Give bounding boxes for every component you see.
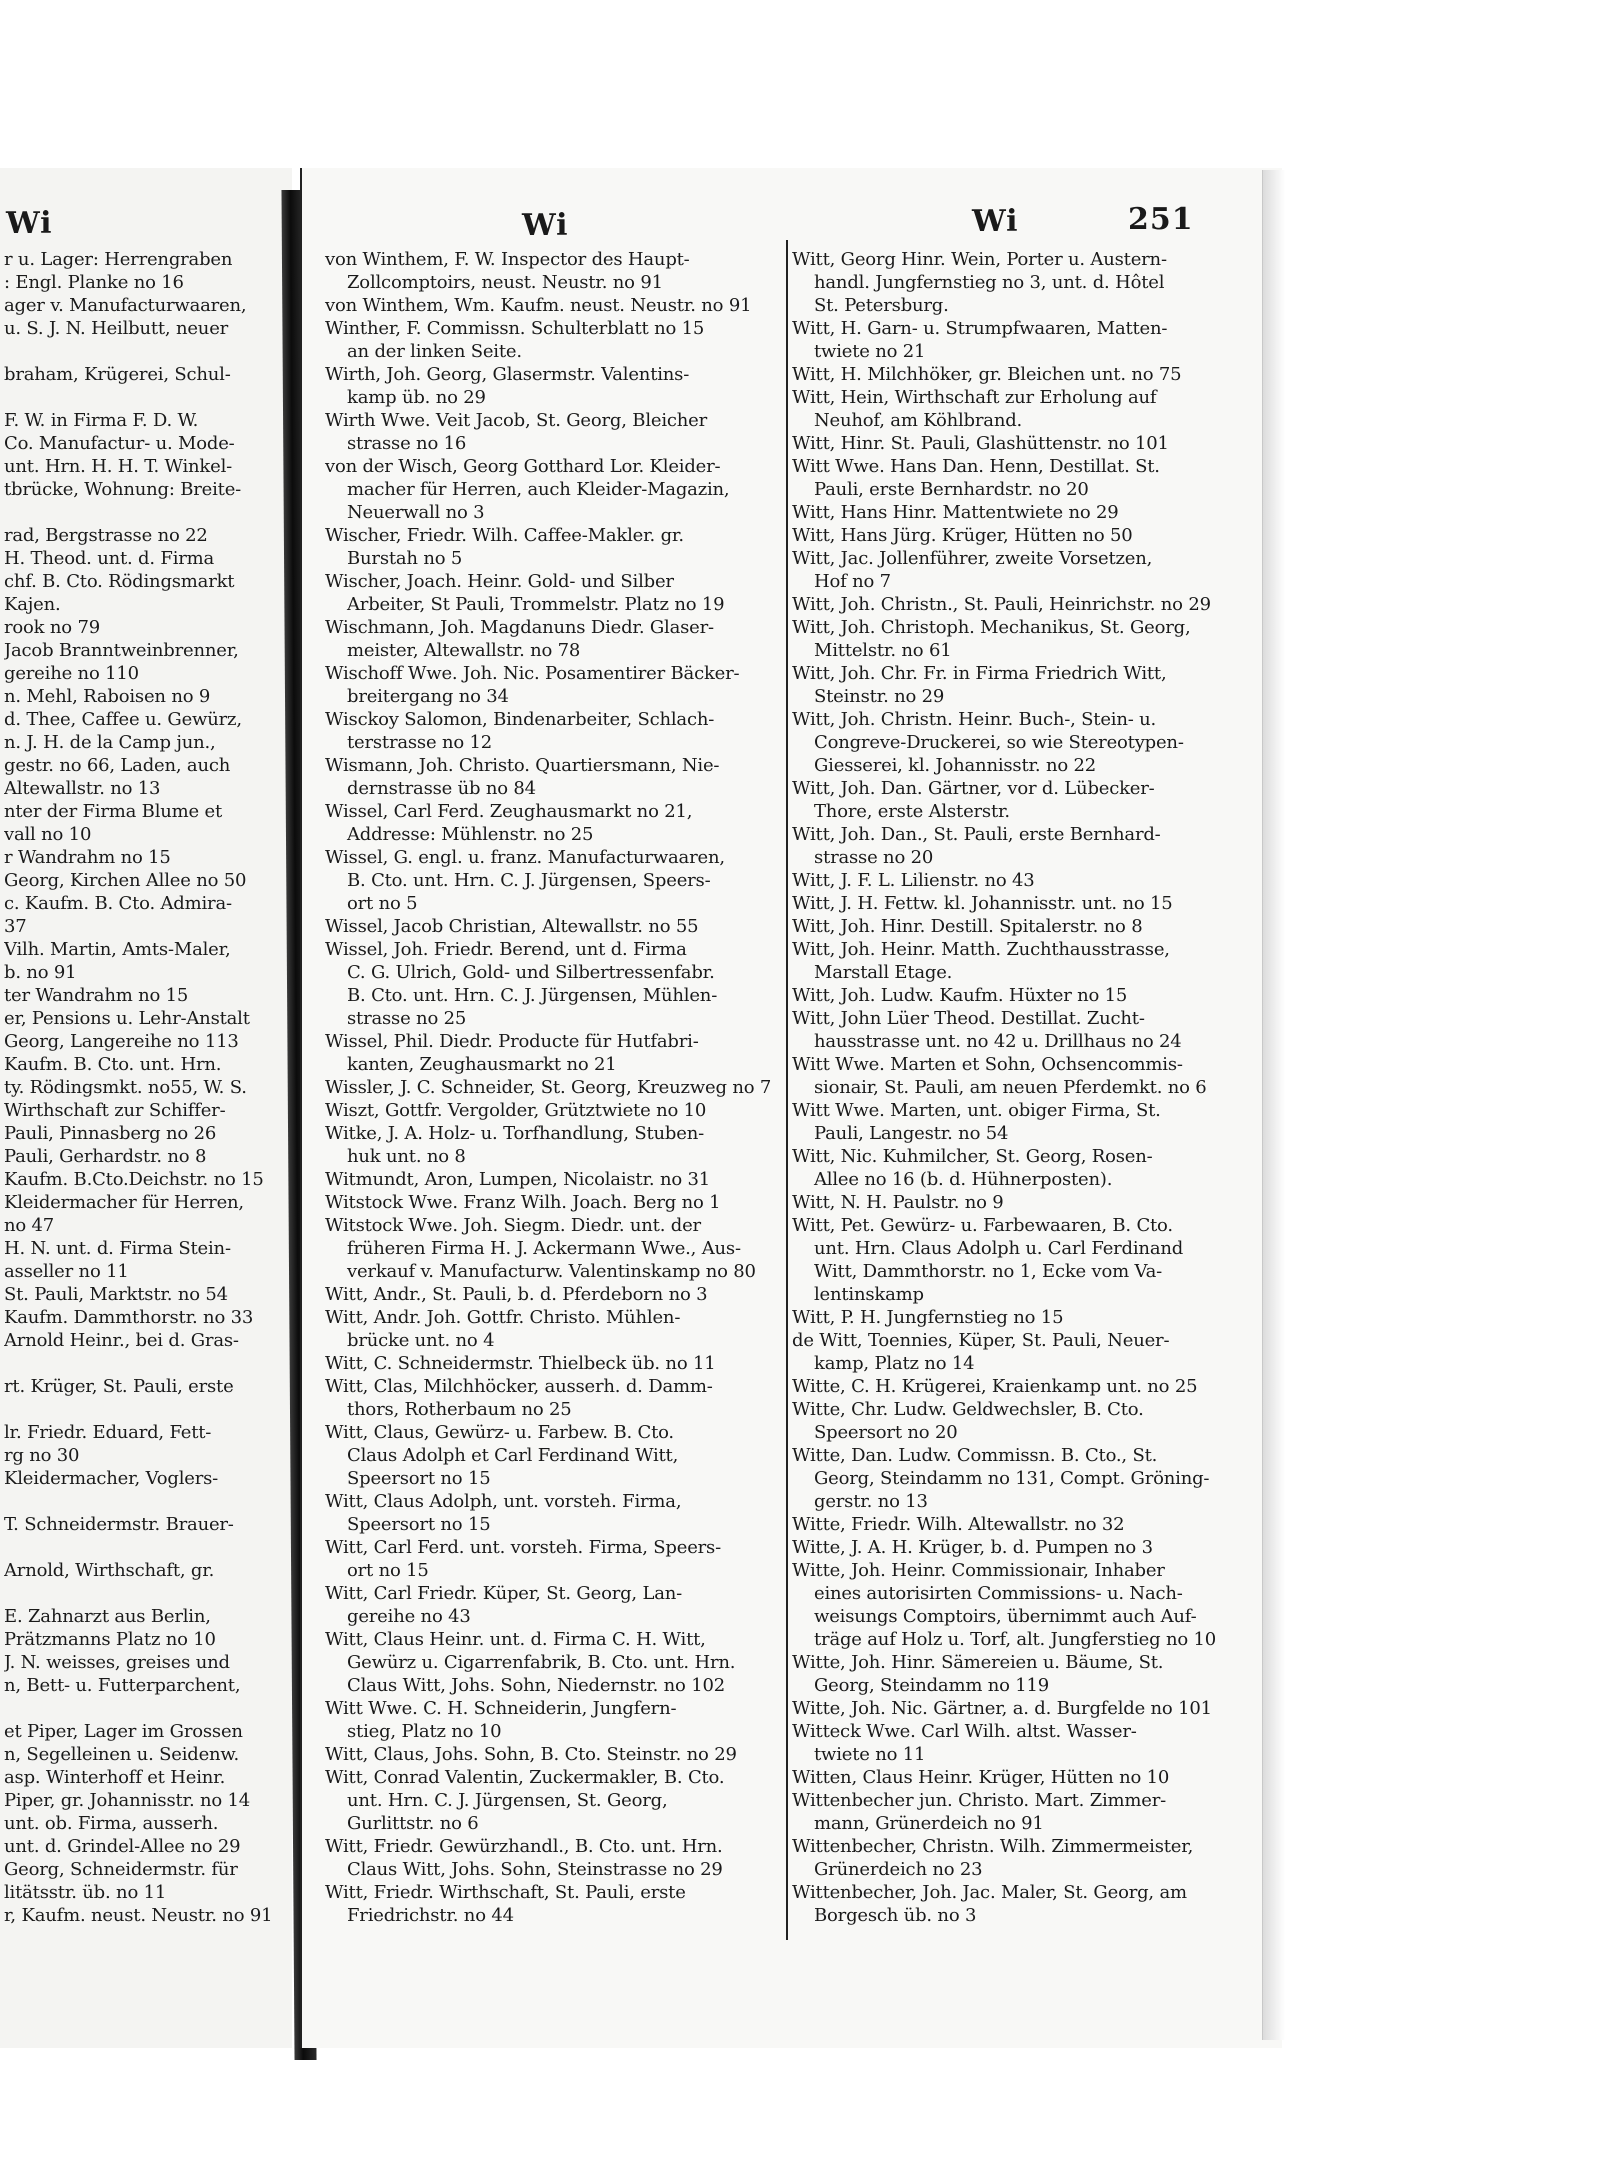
entry-line: früheren Firma H. J. Ackermann Wwe., Aus-: [347, 1238, 741, 1259]
entry-line: Marstall Etage.: [814, 962, 953, 983]
entry-line: tbrücke, Wohnung: Breite-: [4, 479, 242, 500]
entry-line: Wirth Wwe. Veit Jacob, St. Georg, Bleicher: [325, 410, 708, 431]
entry-line: dernstrasse üb no 84: [347, 778, 536, 799]
entry-line: Addresse: Mühlenstr. no 25: [347, 824, 594, 845]
entry-line: hausstrasse unt. no 42 u. Drillhaus no 24: [814, 1031, 1182, 1052]
entry-line: unt. Hrn. C. J. Jürgensen, St. Georg,: [347, 1790, 668, 1811]
entry-line: Wittenbecher, Joh. Jac. Maler, St. Georg, am: [792, 1882, 1187, 1903]
entry-line: Steinstr. no 29: [814, 686, 945, 707]
middle-column: [325, 248, 787, 1927]
entry-line: twiete no 11: [814, 1744, 926, 1765]
entry-line: Witt, Joh. Ludw. Kaufm. Hüxter no 15: [792, 985, 1128, 1006]
entry-line: strasse no 16: [347, 433, 467, 454]
entry-line: H. N. unt. d. Firma Stein-: [4, 1238, 231, 1259]
entry-line: Arbeiter, St Pauli, Trommelstr. Platz no 19: [347, 594, 725, 615]
entry-line: an der linken Seite.: [347, 341, 522, 362]
entry-line: er, Pensions u. Lehr-Anstalt: [4, 1008, 250, 1029]
entry-line: r, Kaufm. neust. Neustr. no 91: [4, 1905, 273, 1926]
entry-line: [4, 1490, 290, 1513]
entry-line: Witt, Claus, Gewürz- u. Farbew. B. Cto.: [325, 1422, 674, 1443]
entry-line: Witt, Clas, Milchhöcker, ausserh. d. Damm-: [325, 1376, 713, 1397]
entry-line: kamp üb. no 29: [347, 387, 486, 408]
entry-line: breitergang no 34: [347, 686, 509, 707]
entry-line: Wirth, Joh. Georg, Glasermstr. Valentins-: [325, 364, 690, 385]
entry-line: Wissler, J. C. Schneider, St. Georg, Kreuzweg no 7: [325, 1077, 772, 1098]
entry-line: : Engl. Planke no 16: [4, 272, 184, 293]
entry-line: Wissel, Jacob Christian, Altewallstr. no 55: [325, 916, 699, 937]
entry-line: Witt, J. F. L. Lilienstr. no 43: [792, 870, 1035, 891]
entry-line: Hof no 7: [814, 571, 891, 592]
entry-line: terstrasse no 12: [347, 732, 493, 753]
entry-line: Witt, P. H. Jungfernstieg no 15: [792, 1307, 1064, 1328]
entry-line: ort no 15: [347, 1560, 429, 1581]
entry-line: mann, Grünerdeich no 91: [814, 1813, 1044, 1834]
entry-line: gestr. no 66, Laden, auch: [4, 755, 231, 776]
entry-line: Wissel, Carl Ferd. Zeughausmarkt no 21,: [325, 801, 693, 822]
entry-line: Witt, Hinr. St. Pauli, Glashüttenstr. no 101: [792, 433, 1169, 454]
entry-line: sionair, St. Pauli, am neuen Pferdemkt. no 6: [814, 1077, 1207, 1098]
entry-line: Borgesch üb. no 3: [814, 1905, 977, 1926]
entry-line: Witte, Friedr. Wilh. Altewallstr. no 32: [792, 1514, 1125, 1535]
entry-line: Georg, Langereihe no 113: [4, 1031, 239, 1052]
entry-line: Wissel, G. engl. u. franz. Manufacturwaaren,: [325, 847, 725, 868]
entry-line: Jacob Branntweinbrenner,: [4, 640, 239, 661]
page-number: 251: [1128, 202, 1194, 237]
entry-line: von Winthem, F. W. Inspector des Haupt-: [325, 249, 690, 270]
entry-line: Arnold Heinr., bei d. Gras-: [4, 1330, 239, 1351]
entry-line: thors, Rotherbaum no 25: [347, 1399, 572, 1420]
entry-line: Kaufm. B.Cto.Deichstr. no 15: [4, 1169, 264, 1190]
entry-line: n, Segelleinen u. Seidenw.: [4, 1744, 240, 1765]
entry-line: [4, 386, 290, 409]
entry-line: 37: [4, 916, 27, 937]
entry-line: Arnold, Wirthschaft, gr.: [4, 1560, 215, 1581]
entry-line: Witt, Conrad Valentin, Zuckermakler, B. Cto.: [325, 1767, 725, 1788]
entry-line: strasse no 20: [814, 847, 934, 868]
entry-line: Kleidermacher, Voglers-: [4, 1468, 219, 1489]
entry-line: Witt Wwe. Marten, unt. obiger Firma, St.: [792, 1100, 1161, 1121]
entry-line: r u. Lager: Herrengraben: [4, 249, 233, 270]
entry-line: Kaufm. B. Cto. unt. Hrn.: [4, 1054, 222, 1075]
entry-line: Georg, Steindamm no 119: [814, 1675, 1050, 1696]
entry-line: Kaufm. Dammthorstr. no 33: [4, 1307, 254, 1328]
entry-line: Witt Wwe. Hans Dan. Henn, Destillat. St.: [792, 456, 1160, 477]
entry-line: Grünerdeich no 23: [814, 1859, 983, 1880]
entry-line: Thore, erste Alsterstr.: [814, 801, 1010, 822]
entry-line: F. W. in Firma F. D. W.: [4, 410, 199, 431]
entry-line: Wittenbecher, Christn. Wilh. Zimmermeister,: [792, 1836, 1194, 1857]
entry-line: Witteck Wwe. Carl Wilh. altst. Wasser-: [792, 1721, 1137, 1742]
entry-line: Georg, Kirchen Allee no 50: [4, 870, 247, 891]
entry-line: vall no 10: [4, 824, 92, 845]
entry-line: Witstock Wwe. Joh. Siegm. Diedr. unt. der: [325, 1215, 701, 1236]
entry-line: Speersort no 20: [814, 1422, 958, 1443]
entry-line: strasse no 25: [347, 1008, 467, 1029]
entry-line: eines autorisirten Commissions- u. Nach-: [814, 1583, 1183, 1604]
entry-line: Winther, F. Commissn. Schulterblatt no 15: [325, 318, 705, 339]
entry-line: Allee no 16 (b. d. Hühnerposten).: [814, 1169, 1113, 1190]
entry-line: Witt Wwe. Marten et Sohn, Ochsencommis-: [792, 1054, 1183, 1075]
entry-line: Witt, Claus, Johs. Sohn, B. Cto. Steinstr. no 29: [325, 1744, 737, 1765]
entry-line: rg no 30: [4, 1445, 80, 1466]
entry-line: Pauli, Gerhardstr. no 8: [4, 1146, 207, 1167]
entry-line: Witte, Dan. Ludw. Commissn. B. Cto., St.: [792, 1445, 1158, 1466]
entry-line: Wirthschaft zur Schiffer-: [4, 1100, 226, 1121]
entry-line: C. G. Ulrich, Gold- und Silbertressenfabr.: [347, 962, 715, 983]
entry-line: Vilh. Martin, Amts-Maler,: [4, 939, 231, 960]
entry-line: twiete no 21: [814, 341, 926, 362]
entry-line: Witt, Joh. Chr. Fr. in Firma Friedrich Witt,: [792, 663, 1167, 684]
entry-line: [4, 1536, 290, 1559]
entry-line: Claus Witt, Johs. Sohn, Steinstrasse no 29: [347, 1859, 723, 1880]
entry-line: Witt, Joh. Christn. Heinr. Buch-, Stein- u.: [792, 709, 1157, 730]
entry-line: Witt, Claus Heinr. unt. d. Firma C. H. Witt,: [325, 1629, 706, 1650]
entry-line: Pauli, Pinnasberg no 26: [4, 1123, 217, 1144]
entry-line: Witte, J. A. H. Krüger, b. d. Pumpen no 3: [792, 1537, 1153, 1558]
entry-line: Witt, Joh. Dan. Gärtner, vor d. Lübecker-: [792, 778, 1155, 799]
entry-line: Witt, C. Schneidermstr. Thielbeck üb. no 11: [325, 1353, 716, 1374]
entry-line: [4, 501, 290, 524]
entry-line: n. J. H. de la Camp jun.,: [4, 732, 216, 753]
left-page-column: [4, 248, 290, 1927]
entry-line: lr. Friedr. Eduard, Fett-: [4, 1422, 212, 1443]
entry-line: Wissel, Phil. Diedr. Producte für Hutfabri-: [325, 1031, 699, 1052]
entry-line: Witt, Jac. Jollenführer, zweite Vorsetzen,: [792, 548, 1153, 569]
entry-line: Witt, Dammthorstr. no 1, Ecke vom Va-: [814, 1261, 1163, 1282]
entry-line: Mittelstr. no 61: [814, 640, 952, 661]
entry-line: Witt Wwe. C. H. Schneiderin, Jungfern-: [325, 1698, 677, 1719]
entry-line: Witt, Andr., St. Pauli, b. d. Pferdeborn no 3: [325, 1284, 708, 1305]
entry-line: Friedrichstr. no 44: [347, 1905, 514, 1926]
entry-line: [4, 1582, 290, 1605]
entry-line: Witt, Nic. Kuhmilcher, St. Georg, Rosen-: [792, 1146, 1153, 1167]
entry-line: Witte, Chr. Ludw. Geldwechsler, B. Cto.: [792, 1399, 1144, 1420]
entry-line: Witstock Wwe. Franz Wilh. Joach. Berg no 1: [325, 1192, 721, 1213]
entry-line: b. no 91: [4, 962, 77, 983]
entry-line: von der Wisch, Georg Gotthard Lor. Kleider-: [325, 456, 721, 477]
entry-line: B. Cto. unt. Hrn. C. J. Jürgensen, Speers-: [347, 870, 711, 891]
entry-line: [4, 340, 290, 363]
entry-line: asseller no 11: [4, 1261, 129, 1282]
entry-line: de Witt, Toennies, Küper, St. Pauli, Neuer-: [792, 1330, 1170, 1351]
entry-line: B. Cto. unt. Hrn. C. J. Jürgensen, Mühlen-: [347, 985, 718, 1006]
entry-line: ort no 5: [347, 893, 418, 914]
entry-line: Claus Adolph et Carl Ferdinand Witt,: [347, 1445, 679, 1466]
entry-line: Witt, Georg Hinr. Wein, Porter u. Austern-: [792, 249, 1167, 270]
entry-line: unt. d. Grindel-Allee no 29: [4, 1836, 241, 1857]
entry-line: rook no 79: [4, 617, 100, 638]
left-running-head: Wi: [6, 206, 53, 241]
entry-line: ty. Rödingsmkt. no55, W. S.: [4, 1077, 247, 1098]
entry-line: r Wandrahm no 15: [4, 847, 171, 868]
entry-line: gereihe no 43: [347, 1606, 471, 1627]
entry-line: Burstah no 5: [347, 548, 463, 569]
entry-line: Congreve-Druckerei, so wie Stereotypen-: [814, 732, 1184, 753]
entry-line: Witten, Claus Heinr. Krüger, Hütten no 10: [792, 1767, 1170, 1788]
entry-line: Witt, H. Garn- u. Strumpfwaaren, Matten-: [792, 318, 1168, 339]
entry-line: Witke, J. A. Holz- u. Torfhandlung, Stuben-: [325, 1123, 704, 1144]
entry-line: meister, Altewallstr. no 78: [347, 640, 581, 661]
entry-line: Witt, N. H. Paulstr. no 9: [792, 1192, 1004, 1213]
entry-line: Zollcomptoirs, neust. Neustr. no 91: [347, 272, 663, 293]
entry-line: Pauli, erste Bernhardstr. no 20: [814, 479, 1089, 500]
entry-line: [4, 1697, 290, 1720]
entry-line: nter der Firma Blume et: [4, 801, 222, 822]
entry-line: asp. Winterhoff et Heinr.: [4, 1767, 226, 1788]
entry-line: T. Schneidermstr. Brauer-: [4, 1514, 234, 1535]
entry-line: Witte, Joh. Nic. Gärtner, a. d. Burgfelde no 101: [792, 1698, 1212, 1719]
entry-line: Witt, Joh. Christn., St. Pauli, Heinrichstr. no 29: [792, 594, 1211, 615]
entry-line: Wittenbecher jun. Christo. Mart. Zimmer-: [792, 1790, 1167, 1811]
entry-line: Witte, C. H. Krügerei, Kraienkamp unt. no 25: [792, 1376, 1198, 1397]
entry-line: verkauf v. Manufacturw. Valentinskamp no 80: [347, 1261, 756, 1282]
entry-line: Witt, Hans Jürg. Krüger, Hütten no 50: [792, 525, 1133, 546]
entry-line: Wissel, Joh. Friedr. Berend, unt d. Firma: [325, 939, 687, 960]
entry-line: Witt, Joh. Christoph. Mechanikus, St. Georg,: [792, 617, 1191, 638]
entry-line: Witt, J. H. Fettw. kl. Johannisstr. unt. no 15: [792, 893, 1173, 914]
entry-line: Witt, Andr. Joh. Gottfr. Christo. Mühlen-: [325, 1307, 681, 1328]
entry-line: Witt, Friedr. Wirthschaft, St. Pauli, erste: [325, 1882, 686, 1903]
entry-line: huk unt. no 8: [347, 1146, 466, 1167]
entry-line: Georg, Steindamm no 131, Compt. Gröning-: [814, 1468, 1210, 1489]
entry-line: u. S. J. N. Heilbutt, neuer: [4, 318, 229, 339]
entry-line: Witt, Joh. Heinr. Matth. Zuchthausstrasse,: [792, 939, 1170, 960]
entry-line: unt. ob. Firma, ausserh.: [4, 1813, 219, 1834]
entry-line: Neuhof, am Köhlbrand.: [814, 410, 1023, 431]
entry-line: stieg, Platz no 10: [347, 1721, 502, 1742]
entry-line: rt. Krüger, St. Pauli, erste: [4, 1376, 234, 1397]
entry-line: von Winthem, Wm. Kaufm. neust. Neustr. no 91: [325, 295, 752, 316]
entry-line: Witt, Joh. Hinr. Destill. Spitalerstr. no 8: [792, 916, 1143, 937]
entry-line: c. Kaufm. B. Cto. Admira-: [4, 893, 232, 914]
entry-line: brücke unt. no 4: [347, 1330, 495, 1351]
entry-line: Witt, Hans Hinr. Mattentwiete no 29: [792, 502, 1119, 523]
entry-line: kamp, Platz no 14: [814, 1353, 975, 1374]
entry-line: Neuerwall no 3: [347, 502, 485, 523]
entry-line: [4, 1352, 290, 1375]
entry-line: n. Mehl, Raboisen no 9: [4, 686, 211, 707]
entry-line: Co. Manufactur- u. Mode-: [4, 433, 235, 454]
entry-line: J. N. weisses, greises und: [4, 1652, 230, 1673]
entry-line: Witt, John Lüer Theod. Destillat. Zucht-: [792, 1008, 1145, 1029]
entry-line: St. Pauli, Marktstr. no 54: [4, 1284, 228, 1305]
entry-line: gerstr. no 13: [814, 1491, 928, 1512]
entry-line: Witte, Joh. Hinr. Sämereien u. Bäume, St.: [792, 1652, 1164, 1673]
entry-line: Wiszt, Gottfr. Vergolder, Grütztwiete no 10: [325, 1100, 707, 1121]
entry-line: weisungs Comptoirs, übernimmt auch Auf-: [814, 1606, 1197, 1627]
entry-line: Georg, Schneidermstr. für: [4, 1859, 238, 1880]
entry-line: Wischer, Joach. Heinr. Gold- und Silber: [325, 571, 674, 592]
entry-line: Kleidermacher für Herren,: [4, 1192, 244, 1213]
entry-line: Witt, Pet. Gewürz- u. Farbewaaren, B. Cto.: [792, 1215, 1173, 1236]
entry-line: St. Petersburg.: [814, 295, 949, 316]
entry-line: ter Wandrahm no 15: [4, 985, 189, 1006]
entry-line: n, Bett- u. Futterparchent,: [4, 1675, 241, 1696]
entry-line: Gewürz u. Cigarrenfabrik, B. Cto. unt. Hrn.: [347, 1652, 736, 1673]
entry-line: braham, Krügerei, Schul-: [4, 364, 231, 385]
right-column: [792, 248, 1252, 1927]
entry-line: Pauli, Langestr. no 54: [814, 1123, 1009, 1144]
entry-line: Witt, Carl Ferd. unt. vorsteh. Firma, Speers-: [325, 1537, 721, 1558]
entry-line: Wischmann, Joh. Magdanuns Diedr. Glaser-: [325, 617, 714, 638]
entry-line: unt. Hrn. H. H. T. Winkel-: [4, 456, 233, 477]
entry-line: et Piper, Lager im Grossen: [4, 1721, 243, 1742]
entry-line: Speersort no 15: [347, 1468, 491, 1489]
entry-line: kanten, Zeughausmarkt no 21: [347, 1054, 617, 1075]
entry-line: Wischoff Wwe. Joh. Nic. Posamentirer Bäcker-: [325, 663, 740, 684]
entry-line: Witt, Friedr. Gewürzhandl., B. Cto. unt. Hrn.: [325, 1836, 723, 1857]
running-head-center: Wi: [522, 208, 569, 243]
entry-line: lentinskamp: [814, 1284, 924, 1305]
entry-line: Wischer, Friedr. Wilh. Caffee-Makler. gr.: [325, 525, 684, 546]
entry-line: Speersort no 15: [347, 1514, 491, 1535]
entry-line: [4, 1398, 290, 1421]
entry-line: Witt, Hein, Wirthschaft zur Erholung auf: [792, 387, 1157, 408]
running-head-right: Wi: [972, 204, 1019, 239]
entry-line: Witmundt, Aron, Lumpen, Nicolaistr. no 31: [325, 1169, 710, 1190]
page-edge: [1262, 170, 1285, 2040]
entry-line: Witt, Carl Friedr. Küper, St. Georg, Lan-: [325, 1583, 683, 1604]
entry-line: Altewallstr. no 13: [4, 778, 161, 799]
entry-line: Wisckoy Salomon, Bindenarbeiter, Schlach-: [325, 709, 715, 730]
entry-line: träge auf Holz u. Torf, alt. Jungferstieg no 10: [814, 1629, 1217, 1650]
entry-line: Wismann, Joh. Christo. Quartiersmann, Nie-: [325, 755, 720, 776]
entry-line: Witt, Claus Adolph, unt. vorsteh. Firma,: [325, 1491, 682, 1512]
entry-line: Kajen.: [4, 594, 61, 615]
entry-line: E. Zahnarzt aus Berlin,: [4, 1606, 211, 1627]
entry-line: Piper, gr. Johannisstr. no 14: [4, 1790, 251, 1811]
entry-line: unt. Hrn. Claus Adolph u. Carl Ferdinand: [814, 1238, 1184, 1259]
entry-line: Claus Witt, Johs. Sohn, Niedernstr. no 102: [347, 1675, 725, 1696]
entry-line: litätsstr. üb. no 11: [4, 1882, 167, 1903]
entry-line: chf. B. Cto. Rödingsmarkt: [4, 571, 235, 592]
entry-line: handl. Jungfernstieg no 3, unt. d. Hôtel: [814, 272, 1165, 293]
entry-line: rad, Bergstrasse no 22: [4, 525, 208, 546]
entry-line: Prätzmanns Platz no 10: [4, 1629, 216, 1650]
entry-line: Witt, Joh. Dan., St. Pauli, erste Bernhard-: [792, 824, 1161, 845]
entry-line: ager v. Manufacturwaaren,: [4, 295, 247, 316]
entry-line: macher für Herren, auch Kleider-Magazin,: [347, 479, 730, 500]
entry-line: no 47: [4, 1215, 55, 1236]
entry-line: Giesserei, kl. Johannisstr. no 22: [814, 755, 1097, 776]
entry-line: gereihe no 110: [4, 663, 139, 684]
entry-line: Witt, H. Milchhöker, gr. Bleichen unt. no 75: [792, 364, 1182, 385]
entry-line: d. Thee, Caffee u. Gewürz,: [4, 709, 242, 730]
entry-line: H. Theod. unt. d. Firma: [4, 548, 215, 569]
entry-line: Gurlittstr. no 6: [347, 1813, 479, 1834]
entry-line: Witte, Joh. Heinr. Commissionair, Inhaber: [792, 1560, 1165, 1581]
